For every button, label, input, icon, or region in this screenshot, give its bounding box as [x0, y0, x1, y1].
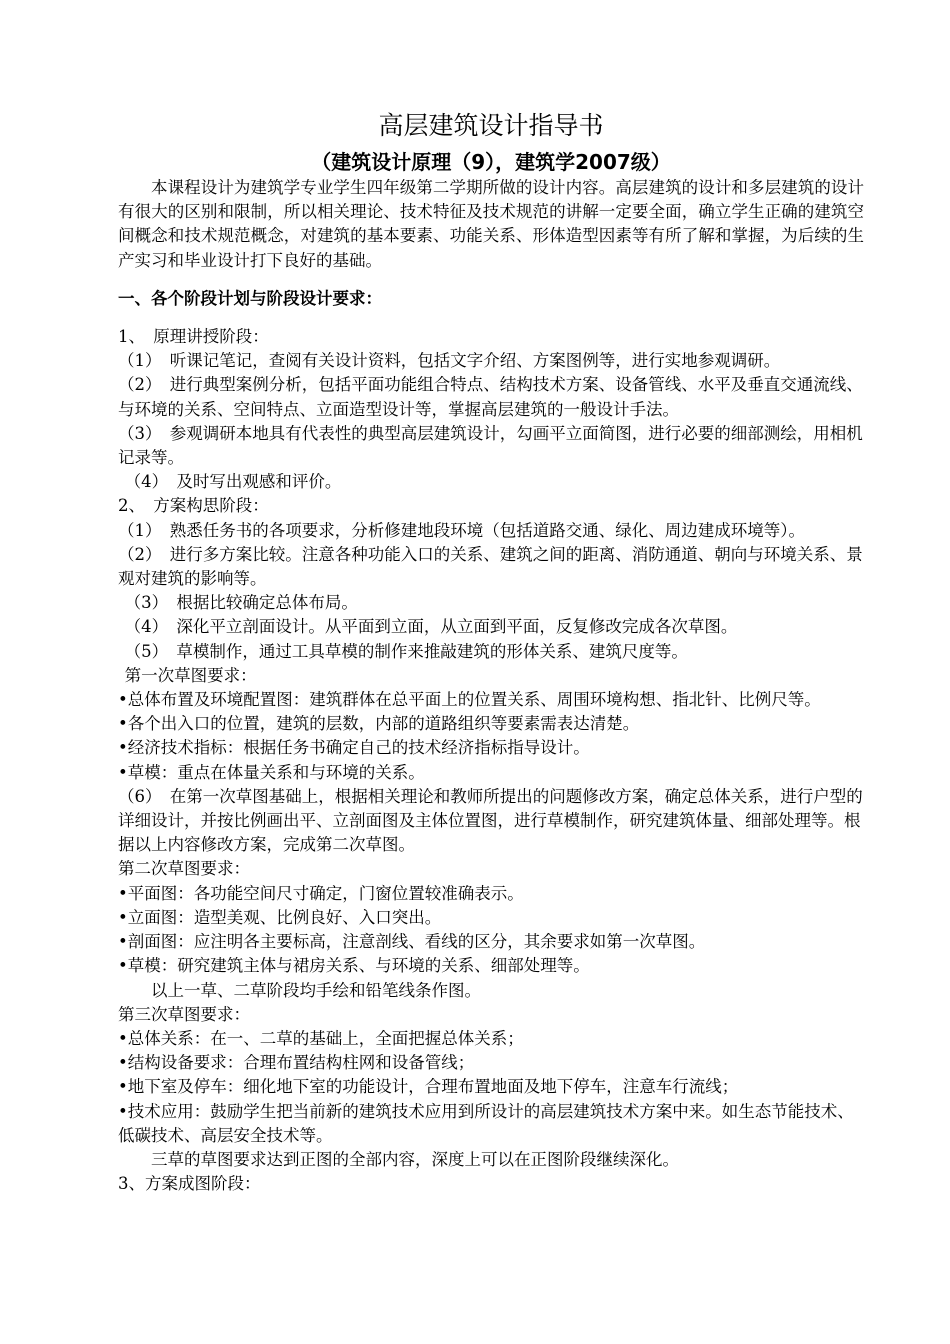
- sub-heading: 第三次草图要求：: [118, 1004, 250, 1024]
- bullet-item: •技术应用：鼓励学生把当前新的建筑技术应用到所设计的高层建筑技术方案中来。如生态节能技术、低碳技术、高层安全技术等。: [118, 1101, 854, 1145]
- list-item: （1） 熟悉任务书的各项要求，分析修建地段环境（包括道路交通、绿化、周边建成环境等）。: [118, 520, 805, 540]
- bullet-item: •剖面图：应注明各主要标高，注意剖线、看线的区分，其余要求如第一次草图。: [118, 932, 706, 952]
- bullet-item: •总体布置及环境配置图：建筑群体在总平面上的位置关系、周围环境构想、指北针、比例尺等。: [118, 690, 821, 710]
- bullet-item: •平面图：各功能空间尺寸确定，门窗位置较准确表示。: [118, 883, 524, 903]
- note-paragraph: 三草的草图要求达到正图的全部内容，深度上可以在正图阶段继续深化。: [151, 1149, 679, 1169]
- stage-heading: 1、 原理讲授阶段：: [118, 327, 269, 347]
- bullet-item: •立面图：造型美观、比例良好、入口突出。: [118, 907, 442, 927]
- list-item: （5） 草模制作，通过工具草模的制作来推敲建筑的形体关系、建筑尺度等。: [124, 641, 688, 661]
- stage-heading: 3、方案成图阶段：: [118, 1174, 261, 1194]
- list-item: （4） 及时写出观感和评价。: [124, 472, 342, 492]
- list-item: （3） 参观调研本地具有代表性的典型高层建筑设计，勾画平立面简图，进行必要的细部测绘，用相机记录等。: [118, 423, 863, 468]
- bullet-item: •结构设备要求：合理布置结构柱网和设备管线；: [118, 1053, 475, 1073]
- bullet-item: •草模：重点在体量关系和与环境的关系。: [118, 762, 425, 782]
- document-subtitle: （建筑设计原理（9），建筑学2007级）: [311, 150, 671, 174]
- bullet-item: •草模：研究建筑主体与裙房关系、与环境的关系、细部处理等。: [118, 956, 590, 976]
- bullet-item: •各个出入口的位置，建筑的层数，内部的道路组织等要素需表达清楚。: [118, 714, 640, 734]
- sub-heading: 第二次草图要求：: [118, 859, 250, 879]
- list-item: （3） 根据比较确定总体布局。: [124, 593, 358, 613]
- bullet-item: •地下室及停车：细化地下室的功能设计，合理布置地面及地下停车，注意车行流线；: [118, 1077, 739, 1097]
- bullet-item: •经济技术指标：根据任务书确定自己的技术经济指标指导设计。: [118, 738, 590, 758]
- document-title: 高层建筑设计指导书: [378, 111, 604, 140]
- sub-heading: 第一次草图要求：: [124, 665, 257, 685]
- section-heading: 一、各个阶段计划与阶段设计要求：: [118, 288, 382, 308]
- list-item: （4） 深化平立剖面设计。从平面到立面，从立面到平面，反复修改完成各次草图。: [124, 617, 738, 637]
- note-paragraph: 以上一草、二草阶段均手绘和铅笔线条作图。: [151, 980, 481, 1000]
- list-item: （6） 在第一次草图基础上，根据相关理论和教师所提出的问题修改方案，确定总体关系，进行户型的详细设计，并按比例画出平、立剖面图及主体位置图，进行草模制作，研究建筑体量、细部处理等。根据以上内容修改方案，完成第二次草图。: [118, 786, 863, 855]
- bullet-item: •总体关系：在一、二草的基础上，全面把握总体关系；: [118, 1028, 524, 1048]
- list-item: （2） 进行多方案比较。注意各种功能入口的关系、建筑之间的距离、消防通道、朝向与环境关系、景观对建筑的影响等。: [118, 544, 863, 589]
- list-item: （1） 听课记笔记，查阅有关设计资料，包括文字介绍、方案图例等，进行实地参观调研。: [118, 351, 781, 371]
- intro-paragraph: 本课程设计为建筑学专业学生四年级第二学期所做的设计内容。高层建筑的设计和多层建筑的设计有很大的区别和限制，所以相关理论、技术特征及技术规范的讲解一定要全面，确立学生正确的建筑空间概念和技术规范概念，对建筑的基本要素、功能关系、形体造型因素等有所了解和掌握，为后续的生产实习和毕业设计打下良好的基础。: [118, 178, 864, 270]
- list-item: （2） 进行典型案例分析，包括平面功能组合特点、结构技术方案、设备管线、水平及垂直交通流线、与环境的关系、空间特点、立面造型设计等，掌握高层建筑的一般设计手法。: [118, 375, 863, 419]
- stage-heading: 2、 方案构思阶段：: [118, 496, 269, 516]
